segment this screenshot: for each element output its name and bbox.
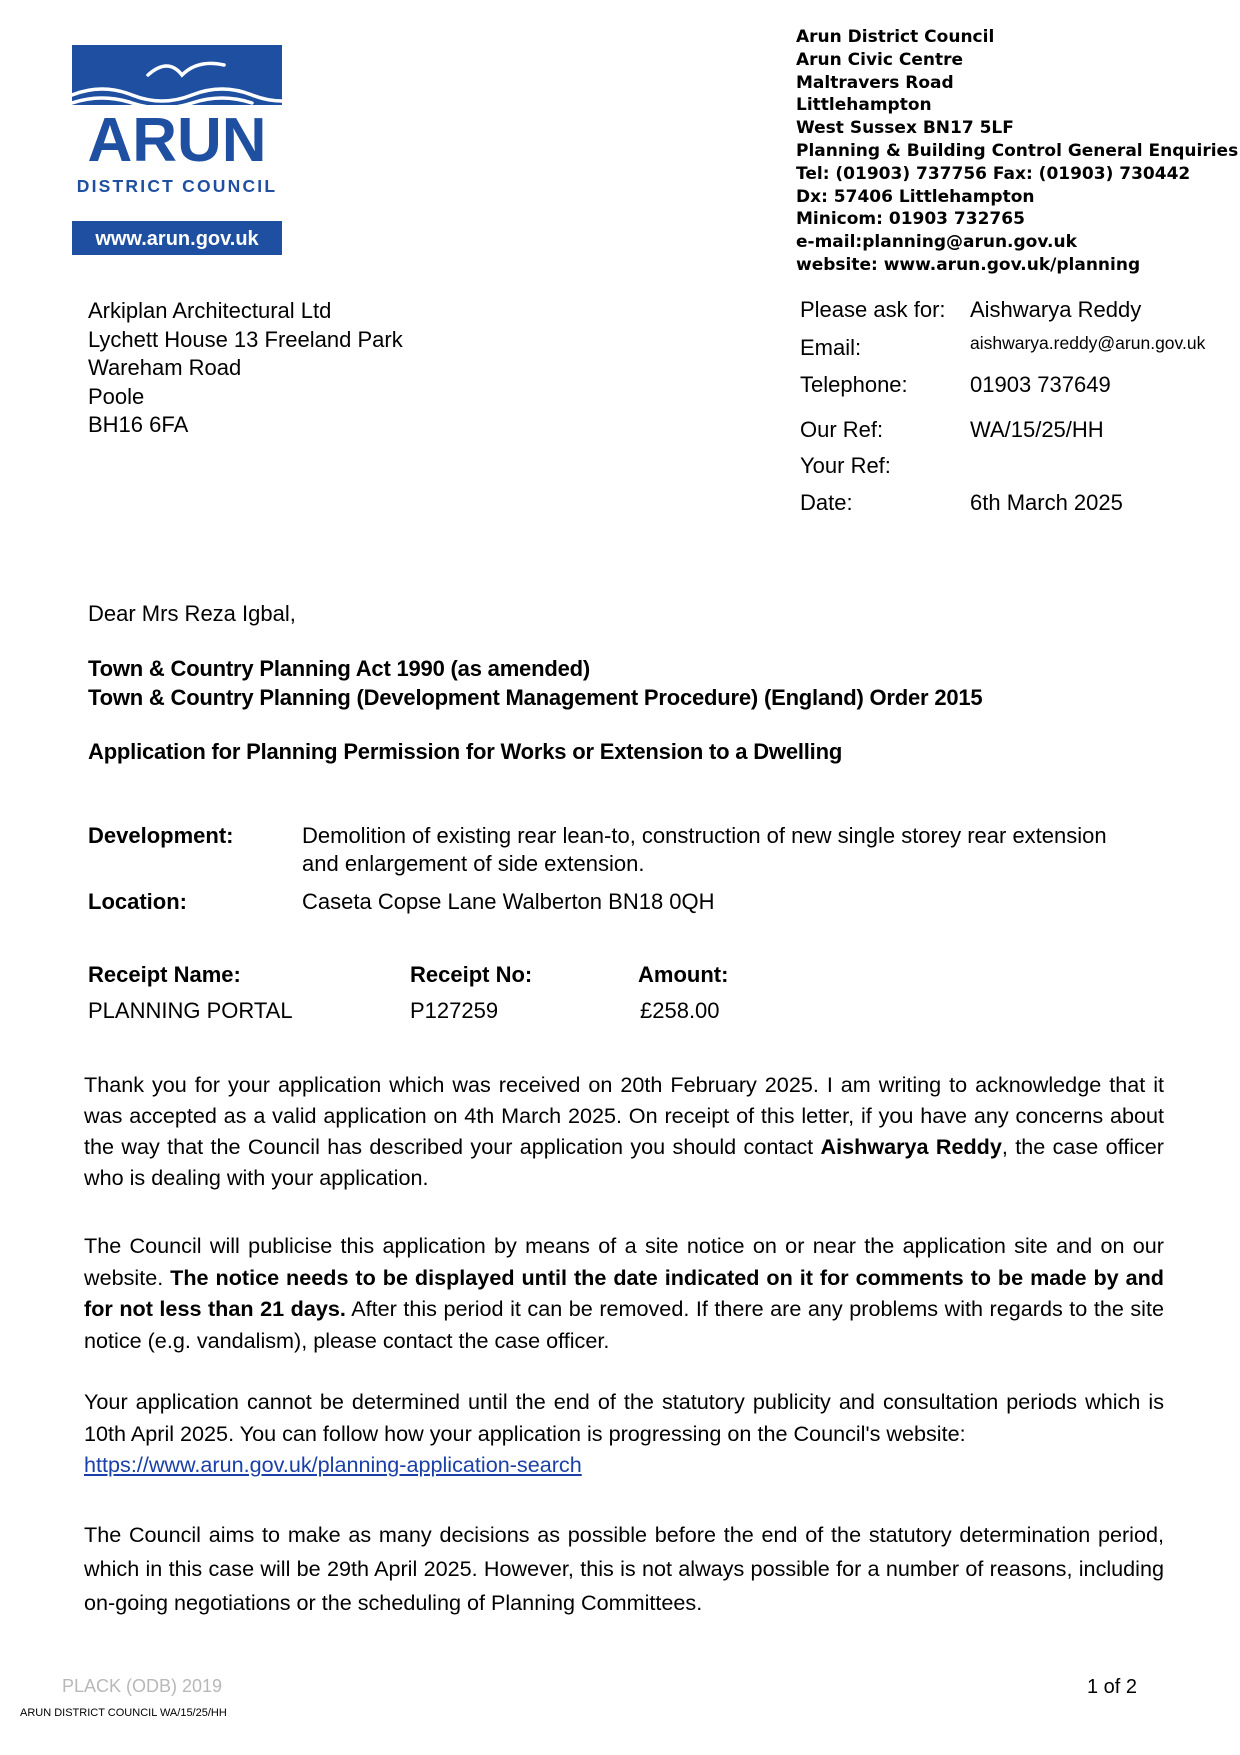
location-value: Caseta Copse Lane Walberton BN18 0QH <box>302 889 715 914</box>
ask-for-label: Please ask for: <box>800 297 946 322</box>
paragraph-text: Thank you for your application which was received on 20th February 2025. I am writing to acknowledge that it was accepted as a valid application on 4th March 2025. On receipt of this letter, if you have any concerns about the way that the Council has described your application you should contact <box>84 1072 1164 1159</box>
salutation: Dear Mrs Reza Igbal, <box>88 601 296 626</box>
council-address-line: Arun District Council <box>796 27 995 47</box>
ask-for-value: Aishwarya Reddy <box>970 297 1142 322</box>
recipient-line: Poole <box>88 383 145 409</box>
council-address-line: West Sussex BN17 5LF <box>796 118 1014 139</box>
paragraph-decision-period: The Council aims to make as many decisions as possible before the end of the statutory determination period, which in this case will be 29th April 2025. However, this is not always possible for a number of reasons, including on-going negotiations or the scheduling of Planning Committees. <box>84 1522 1164 1615</box>
logo-url: www.arun.gov.uk <box>95 228 259 250</box>
paragraph-text: , the case officer who is dealing with your application. <box>84 1134 1165 1190</box>
logo-name: ARUN <box>87 106 267 175</box>
telephone-value: 01903 737649 <box>970 372 1111 397</box>
our-ref-label: Our Ref: <box>800 417 884 442</box>
paragraph-text: After this period it can be removed. If there are any problems with regards to the site notice (e.g. vandalism), please contact the case officer. <box>84 1296 1164 1353</box>
paragraph-publicity <box>84 1230 1164 1356</box>
paragraph-text: The Council will publicise this application by means of a site notice on or near the application site and on our website. <box>84 1233 1164 1290</box>
arun-logo <box>72 45 282 255</box>
recipient-line: Wareham Road <box>88 355 242 380</box>
council-address-line: Maltravers Road <box>796 72 954 93</box>
recipient-address <box>88 297 403 440</box>
receipt-name-label: Receipt Name: <box>88 962 241 987</box>
council-address-line: website: www.arun.gov.uk/planning <box>796 254 1141 275</box>
footer-reference: ARUN DISTRICT COUNCIL WA/15/25/HH <box>20 1707 227 1719</box>
development-value-line1: Demolition of existing rear lean-to, construction of new single storey rear extension <box>302 823 1107 848</box>
email-value[interactable]: aishwarya.reddy@arun.gov.uk <box>970 333 1206 353</box>
council-address <box>796 26 1238 277</box>
amount-label: Amount: <box>638 962 729 987</box>
receipt-name-value: PLANNING PORTAL <box>88 998 293 1023</box>
email-label: Email: <box>800 335 862 360</box>
receipt-no-value: P127259 <box>410 998 499 1023</box>
heading-order: Town & Country Planning (Development Management Procedure) (England) Order 2015 <box>88 685 983 710</box>
location-label: Location: <box>88 889 187 914</box>
amount-value: £258.00 <box>640 998 720 1023</box>
case-officer-name: Aishwarya Reddy <box>820 1134 1002 1159</box>
council-address-line: Minicom: 01903 732765 <box>796 209 1025 230</box>
planning-search-link[interactable]: https://www.arun.gov.uk/planning-application-search <box>84 1452 582 1477</box>
recipient-line: BH16 6FA <box>88 412 189 437</box>
council-address-line: Arun Civic Centre <box>796 49 964 70</box>
your-ref-label: Your Ref: <box>800 453 891 478</box>
council-address-line: Littlehampton <box>796 95 932 116</box>
receipt-no-label: Receipt No: <box>410 962 533 987</box>
paragraph-determination <box>84 1386 1164 1481</box>
council-address-line: e-mail:planning@arun.gov.uk <box>796 232 1077 253</box>
telephone-label: Telephone: <box>800 372 908 397</box>
page-number: 1 of 2 <box>1087 1676 1138 1698</box>
date-label: Date: <box>800 490 853 515</box>
recipient-line: Arkiplan Architectural Ltd <box>88 298 332 323</box>
heading-application-type: Application for Planning Permission for Works or Extension to a Dwelling <box>88 739 843 764</box>
logo-subtitle: DISTRICT COUNCIL <box>76 176 278 196</box>
recipient-line: Lychett House 13 Freeland Park <box>88 326 403 352</box>
heading-act: Town & Country Planning Act 1990 (as amended) <box>88 656 590 681</box>
council-address-line: Planning & Building Control General Enquiries <box>796 140 1239 161</box>
site-notice-warning: The notice needs to be displayed until the date indicated on it for comments to be made by and for not less than 21 days. <box>84 1264 1164 1321</box>
council-address-line: Tel: (01903) 737756 Fax: (01903) 730442 <box>796 163 1191 184</box>
development-value-line2: and enlargement of side extension. <box>302 851 645 876</box>
date-value: 6th March 2025 <box>970 490 1123 515</box>
paragraph-text: Your application cannot be determined until the end of the statutory publicity and consultation periods which is 10th April 2025. You can follow how your application is progressing on the Council's website: <box>84 1389 1164 1446</box>
development-label: Development: <box>88 823 234 848</box>
council-address-line: Dx: 57406 Littlehampton <box>796 186 1035 207</box>
our-ref-value: WA/15/25/HH <box>970 417 1104 442</box>
form-code: PLACK (ODB) 2019 <box>62 1676 223 1696</box>
paragraph-acknowledgement <box>84 1069 1164 1193</box>
